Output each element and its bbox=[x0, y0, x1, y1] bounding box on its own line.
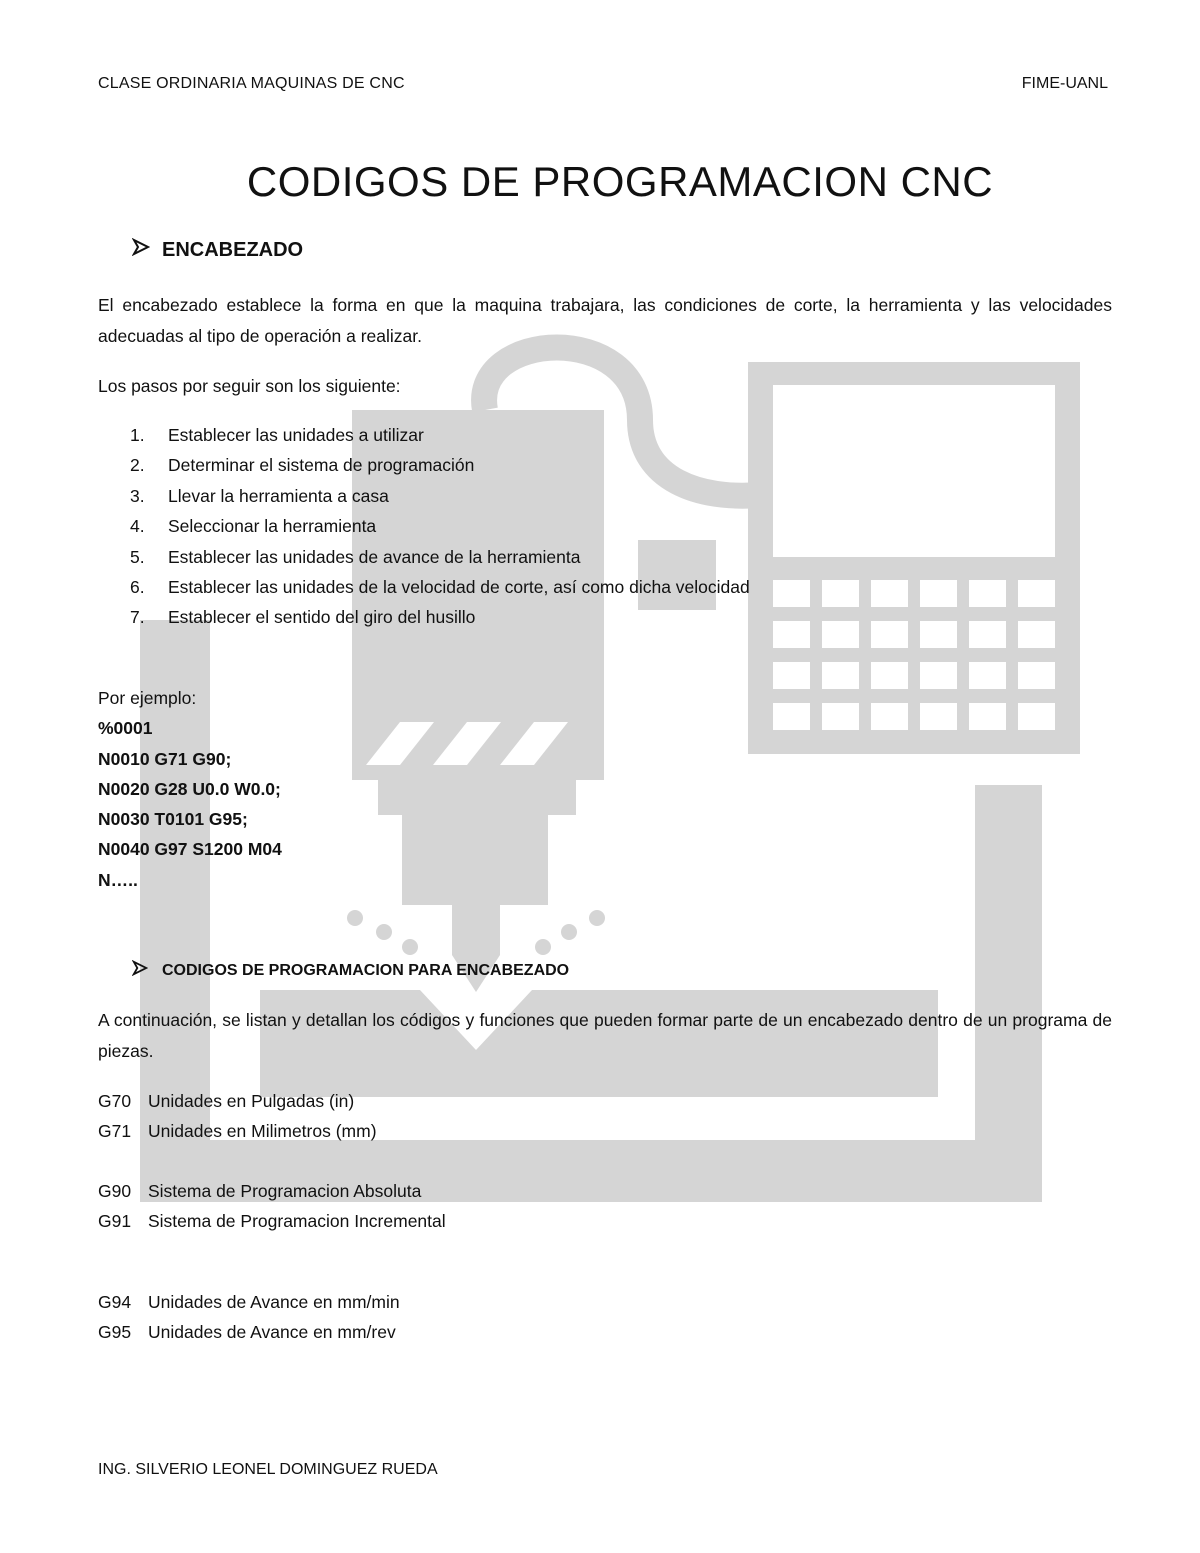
header-right: FIME-UANL bbox=[1021, 75, 1108, 92]
list-item: 3. Llevar la herramienta a casa bbox=[130, 485, 389, 506]
list-item: 5. Establecer las unidades de avance de la herramienta bbox=[130, 546, 581, 567]
code-group-system bbox=[98, 1176, 446, 1237]
footer-author: ING. SILVERIO LEONEL DOMINGUEZ RUEDA bbox=[98, 1461, 438, 1478]
page-title: CODIGOS DE PROGRAMACION CNC bbox=[246, 158, 994, 205]
section-heading-text: CODIGOS DE PROGRAMACION PARA ENCABEZADO bbox=[162, 961, 570, 979]
list-item: 4. Seleccionar la herramienta bbox=[130, 516, 377, 537]
steps-list bbox=[130, 420, 750, 633]
header-left: CLASE ORDINARIA MAQUINAS DE CNC bbox=[98, 75, 405, 92]
intro-paragraph: El encabezado establece la forma en que la maquina trabajara, las condiciones de corte, la herramienta y las velocidades adecuadas al tipo de operación a realizar. bbox=[98, 295, 1112, 346]
code-line: N0010 G71 G90; bbox=[98, 748, 232, 769]
steps-intro: Los pasos por seguir son los siguiente: bbox=[98, 376, 401, 396]
code-line: N0020 G28 U0.0 W0.0; bbox=[98, 778, 281, 799]
code-row: G94 Unidades de Avance en mm/min bbox=[98, 1292, 400, 1312]
code-row: G70 Unidades en Pulgadas (in) bbox=[98, 1091, 355, 1111]
code-row: G71 Unidades en Milimetros (mm) bbox=[98, 1121, 377, 1142]
list-item: 7. Establecer el sentido del giro del husillo bbox=[130, 607, 476, 628]
code-group-units bbox=[98, 1086, 377, 1147]
example-label: Por ejemplo: bbox=[98, 688, 197, 708]
code-line: N0030 T0101 G95; bbox=[98, 809, 248, 830]
list-item: 2. Determinar el sistema de programación bbox=[130, 455, 475, 476]
code-group-feed bbox=[98, 1287, 400, 1348]
code-line: N0040 G97 S1200 M04 bbox=[98, 839, 282, 860]
arrow-bullet-icon bbox=[132, 960, 162, 981]
code-row: G95 Unidades de Avance en mm/rev bbox=[98, 1322, 396, 1343]
section-heading-codigos bbox=[132, 960, 569, 981]
arrow-bullet-icon bbox=[132, 238, 162, 262]
code-row: G91 Sistema de Programacion Incremental bbox=[98, 1211, 446, 1232]
code-line: %0001 bbox=[98, 718, 153, 739]
code-example bbox=[98, 683, 282, 895]
list-item: 6. Establecer las unidades de la velocidad de corte, así como dicha velocidad bbox=[130, 576, 750, 597]
code-line: N….. bbox=[98, 869, 138, 890]
section-heading-text: ENCABEZADO bbox=[162, 238, 304, 261]
code-row: G90 Sistema de Programacion Absoluta bbox=[98, 1181, 422, 1201]
codes-paragraph: A continuación, se listan y detallan los códigos y funciones que pueden formar parte de un encabezado dentro de un programa de piezas. bbox=[98, 1010, 1112, 1061]
section-heading-encabezado bbox=[132, 238, 303, 262]
list-item: 1. Establecer las unidades a utilizar bbox=[130, 425, 424, 445]
